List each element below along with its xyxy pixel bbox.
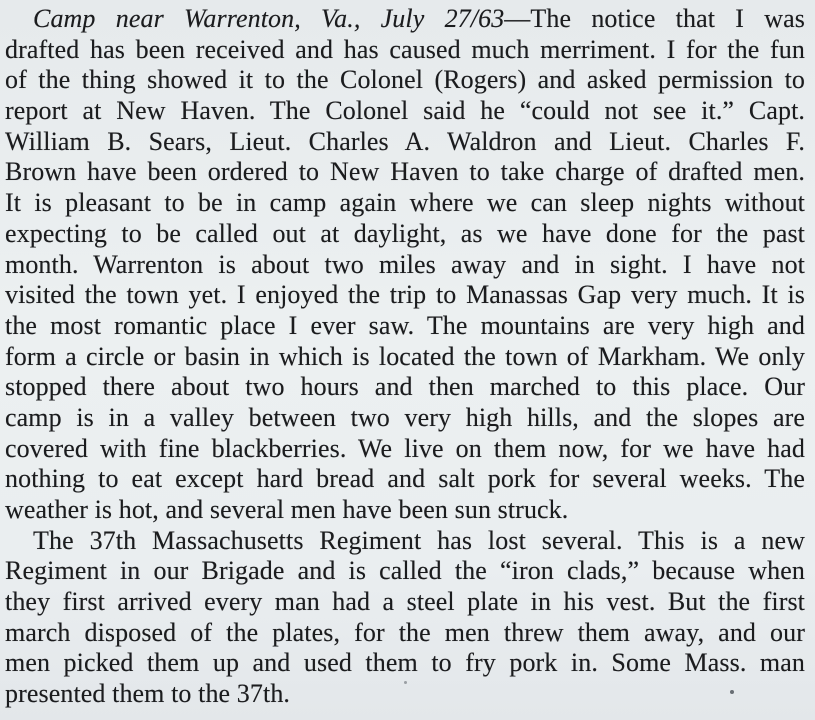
text-line: they first arrived every man had a steel plate in his vest. But the first bbox=[5, 587, 805, 617]
text-line: of the thing showed it to the Colonel (Rogers) and asked permission to bbox=[5, 65, 805, 95]
ink-speck bbox=[730, 690, 734, 694]
ink-speck bbox=[404, 681, 407, 684]
text-line-paragraph-end: presented them to the 37th. bbox=[5, 679, 291, 709]
text-line: camp is in a valley between two very high hills, and the slopes are bbox=[5, 402, 805, 432]
text-line: march disposed of the plates, for the men threw them away, and our bbox=[5, 617, 805, 647]
text-line: visited the town yet. I enjoyed the trip to Manassas Gap very much. It is bbox=[5, 280, 805, 310]
text-line: It is pleasant to be in camp again where we can sleep nights without bbox=[5, 188, 805, 218]
text-line: month. Warrenton is about two miles away and in sight. I have not bbox=[5, 249, 805, 279]
text-line: Brown have been ordered to New Haven to take charge of drafted men. bbox=[5, 157, 805, 187]
text-line-paragraph-start: The 37th Massachusetts Regiment has lost several. This is a new bbox=[33, 525, 805, 555]
dateline-continuation: —The notice that I was bbox=[504, 4, 805, 33]
text-line: expecting to be called out at daylight, as we have done for the past bbox=[5, 218, 805, 248]
text-line: nothing to eat except hard bread and salt pork for several weeks. The bbox=[5, 464, 805, 494]
text-line: form a circle or basin in which is located the town of Markham. We only bbox=[5, 341, 805, 371]
text-line: Regiment in our Brigade and is called the “iron clads,” because when bbox=[5, 556, 805, 586]
text-line-paragraph-end: weather is hot, and several men have been sun struck. bbox=[5, 495, 569, 524]
text-line: covered with fine blackberries. We live on them now, for we have had bbox=[5, 433, 805, 463]
dateline-italic: Camp near Warrenton, Va., July 27/63 bbox=[33, 4, 505, 33]
text-line: William B. Sears, Lieut. Charles A. Waldron and Lieut. Charles F. bbox=[5, 126, 805, 156]
text-line: stopped there about two hours and then marched to this place. Our bbox=[5, 372, 805, 402]
text-line: the most romantic place I ever saw. The mountains are very high and bbox=[5, 310, 805, 340]
text-line: drafted has been received and has caused much merriment. I for the fun bbox=[5, 34, 805, 64]
text-line-dateline bbox=[5, 4, 805, 35]
text-line: men picked them up and used them to fry pork in. Some Mass. man bbox=[5, 648, 805, 678]
text-line: report at New Haven. The Colonel said he “could not see it.” Capt. bbox=[5, 96, 805, 126]
